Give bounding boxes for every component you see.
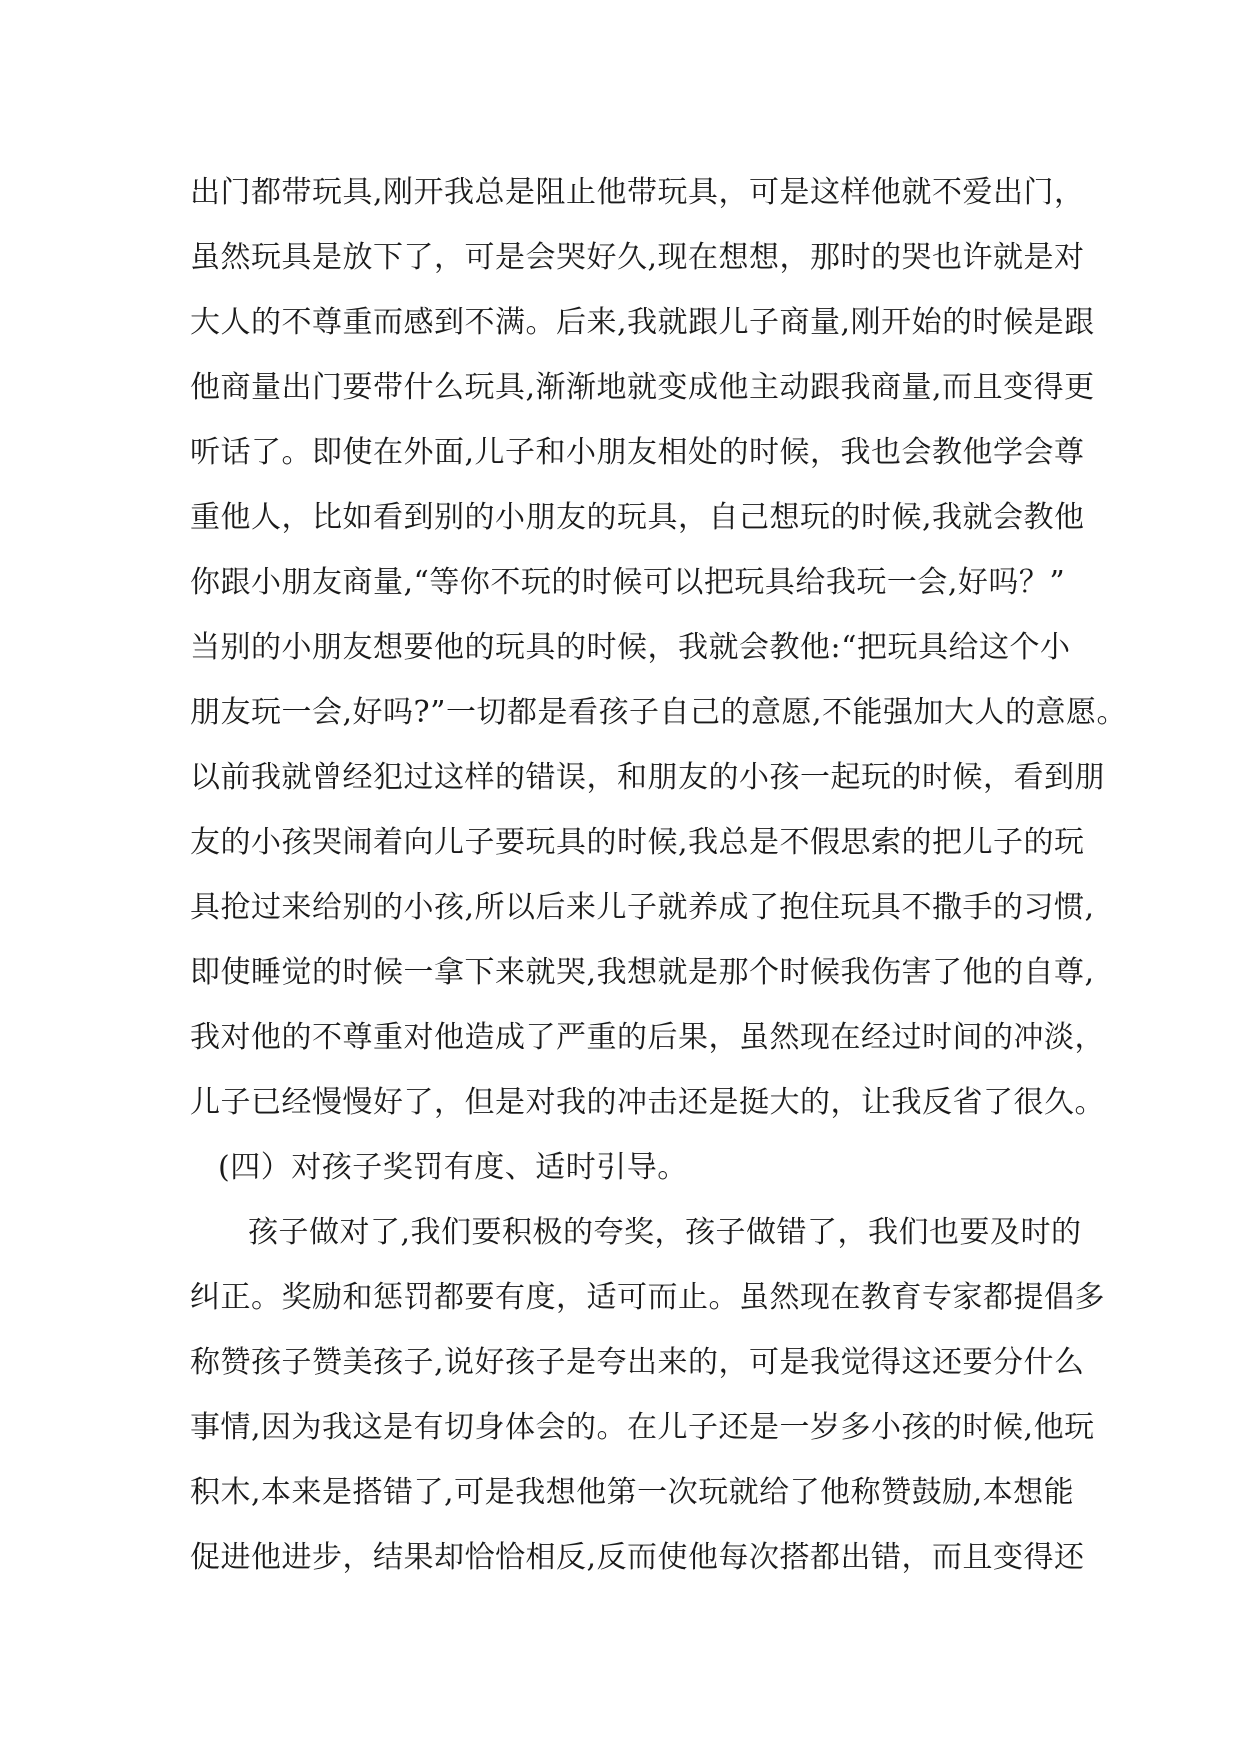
text-line: 我对他的不尊重对他造成了严重的后果，虽然现在经过时间的冲淡， [190, 1020, 1105, 1055]
text-line: 当别的小朋友想要他的玩具的时候，我就会教他:“把玩具给这个小 [190, 630, 1071, 665]
text-line: 他商量出门要带什么玩具,渐渐地就变成他主动跟我商量,而且变得更 [190, 370, 1095, 405]
text-line: 虽然玩具是放下了，可是会哭好久,现在想想，那时的哭也许就是对 [190, 240, 1085, 275]
text-line: 称赞孩子赞美孩子,说好孩子是夸出来的，可是我觉得这还要分什么 [190, 1345, 1085, 1380]
text-line: 朋友玩一会,好吗?”一切都是看孩子自己的意愿,不能强加大人的意愿。 [190, 695, 1127, 730]
text-line: 重他人，比如看到别的小朋友的玩具，自己想玩的时候,我就会教他 [190, 500, 1085, 535]
text-line: 具抢过来给别的小孩,所以后来儿子就养成了抱住玩具不撒手的习惯, [190, 890, 1095, 925]
text-line: 促进他进步，结果却恰恰相反,反而使他每次搭都出错，而且变得还 [190, 1540, 1085, 1575]
text-line: 大人的不尊重而感到不满。后来,我就跟儿子商量,刚开始的时候是跟 [190, 305, 1095, 340]
text-line: 积木,本来是搭错了,可是我想他第一次玩就给了他称赞鼓励,本想能 [190, 1475, 1075, 1510]
text-line: 以前我就曾经犯过这样的错误，和朋友的小孩一起玩的时候，看到朋 [190, 760, 1105, 795]
text-line: 孩子做对了,我们要积极的夸奖，孩子做错了，我们也要及时的 [248, 1215, 1082, 1250]
text-line: 听话了。即使在外面,儿子和小朋友相处的时候，我也会教他学会尊 [190, 435, 1085, 470]
text-line: 友的小孩哭闹着向儿子要玩具的时候,我总是不假思索的把儿子的玩 [190, 825, 1085, 860]
text-line: 你跟小朋友商量,“等你不玩的时候可以把玩具给我玩一会,好吗？” [190, 565, 1066, 600]
section-heading: (四）对孩子奖罚有度、适时引导。 [218, 1150, 688, 1185]
text-line: 即使睡觉的时候一拿下来就哭,我想就是那个时候我伤害了他的自尊, [190, 955, 1095, 990]
text-line: 事情,因为我这是有切身体会的。在儿子还是一岁多小孩的时候,他玩 [190, 1410, 1095, 1445]
text-line: 儿子已经慢慢好了，但是对我的冲击还是挺大的，让我反省了很久。 [190, 1085, 1105, 1120]
text-line: 出门都带玩具,刚开我总是阻止他带玩具，可是这样他就不爱出门， [190, 175, 1085, 210]
document-body [190, 160, 1127, 1590]
text-line: 纠正。奖励和惩罚都要有度，适可而止。虽然现在教育专家都提倡多 [190, 1280, 1105, 1315]
